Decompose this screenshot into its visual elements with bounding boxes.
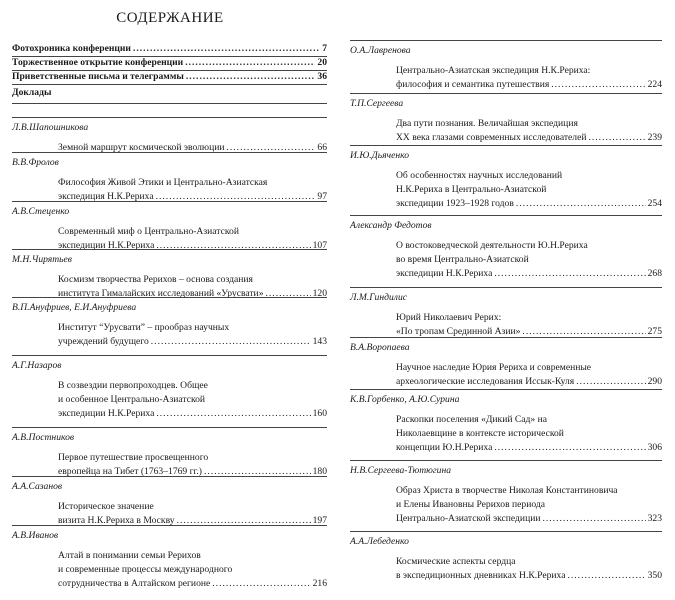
leader-dots (156, 408, 310, 420)
entry-author: В.В.Фролов (12, 157, 59, 168)
separator-line (12, 525, 327, 526)
entry-title-line: экспедиции 1923–1928 годов (396, 198, 514, 209)
separator-line (12, 84, 327, 85)
entry-title-line: Раскопки поселения «Дикий Сад» на (396, 414, 548, 425)
page-number: 268 (647, 268, 662, 279)
entry-title-line: в экспедиционных дневниках Н.К.Рериха (396, 570, 566, 581)
entry-title-line: экспедиции Н.К.Рериха (396, 268, 493, 279)
toc-entry[interactable] (396, 268, 662, 280)
page-number: 97 (317, 191, 327, 202)
entry-title-line: учреждений будущего (58, 336, 149, 347)
separator-line (350, 337, 662, 338)
entry-author: А.А.Лебеденко (350, 536, 409, 547)
leader-dots (186, 71, 316, 83)
toc-front-entry[interactable] (12, 43, 327, 55)
toc-entry[interactable] (58, 240, 327, 252)
leader-dots (567, 570, 645, 582)
page-number: 160 (312, 408, 327, 419)
entry-author: А.В.Иванов (12, 530, 59, 541)
entry-title-line: европейца на Тибет (1763–1769 гг.) (58, 466, 202, 477)
entry-author: О.А.Лавренова (350, 45, 411, 56)
entry-title-line: визита Н.К.Рериха в Москву (58, 515, 175, 526)
separator-line (12, 427, 327, 428)
page-number: 254 (647, 198, 662, 209)
leader-dots (212, 578, 310, 590)
entry-author: К.В.Горбенко, А.Ю.Сурина (350, 394, 460, 405)
page-number: 224 (647, 79, 662, 90)
separator-line (350, 287, 662, 288)
toc-entry[interactable] (396, 376, 662, 388)
entry-author: В.А.Воропаева (350, 342, 410, 353)
entry-author: В.П.Ануфриев, Е.И.Ануфриева (12, 302, 137, 313)
entry-title-line: Центрально-Азиатской экспедиции (396, 513, 541, 524)
entry-author: А.В.Стеценко (12, 206, 70, 217)
entry-title-line: Об особенностях научных исследований (396, 170, 563, 181)
entry-title-line: О востоковедческой деятельности Ю.Н.Рериха (396, 240, 588, 251)
entry-author: Л.М.Гиндилис (350, 292, 408, 303)
leader-dots (151, 336, 311, 348)
toc-entry[interactable] (396, 570, 662, 582)
separator-line (350, 40, 662, 41)
leader-dots (588, 132, 645, 144)
entry-title-line: Земной маршрут космической эволюции (58, 142, 225, 153)
entry-title-line: археологические исследования Иссык-Куля (396, 376, 575, 387)
separator-line (350, 93, 662, 94)
entry-title-line: Философия Живой Этики и Центрально-Азиатская (58, 177, 268, 188)
separator-line (350, 215, 662, 216)
leader-dots (494, 442, 645, 454)
entry-author: А.Г.Назаров (12, 360, 62, 371)
entry-title-line: концепции Ю.Н.Рериха (396, 442, 493, 453)
entry-author: Т.П.Сергеева (350, 98, 404, 109)
page-number: 275 (647, 326, 662, 337)
entry-author: М.Н.Чирятьев (12, 254, 72, 265)
entry-title-line: Юрий Николаевич Рерих: (396, 312, 502, 323)
entry-title-line: Н.К.Рериха в Центрально-Азиатской (396, 184, 547, 195)
toc-front-entry[interactable] (12, 57, 327, 69)
toc-entry[interactable] (58, 408, 327, 420)
page-number: 216 (312, 578, 327, 589)
entry-title-line: философия и семантика путешествия (396, 79, 550, 90)
leader-dots (542, 513, 645, 525)
toc-entry[interactable] (58, 336, 327, 348)
page-number: 7 (322, 43, 327, 54)
leader-dots (133, 43, 320, 55)
toc-entry[interactable] (58, 288, 327, 300)
entry-title-line: Торжественное открытие конференции (12, 57, 184, 68)
entry-title-line: В созвездии первопроходцев. Общее (58, 380, 208, 391)
toc-entry[interactable] (396, 513, 662, 525)
page-number: 290 (647, 376, 662, 387)
separator-line (350, 389, 662, 390)
page-number: 350 (647, 570, 662, 581)
entry-title-line: экспедиции Н.К.Рериха (58, 240, 155, 251)
entry-author: Н.В.Сергеева-Тютюгина (350, 465, 451, 476)
entry-title-line: экспедиции Н.К.Рериха (58, 408, 155, 419)
toc-front-entry[interactable] (12, 71, 327, 83)
page-number: 120 (312, 288, 327, 299)
entry-title-line: Образ Христа в творчестве Николая Константиновича (396, 485, 618, 496)
entry-title-line: Институт “Урусвати” – прообраз научных (58, 322, 230, 333)
entry-title-line: и Елены Ивановны Рерихов периода (396, 499, 545, 510)
separator-line (350, 460, 662, 461)
entry-title-line: Историческое значение (58, 501, 154, 512)
leader-dots (516, 198, 646, 210)
separator-line (350, 145, 662, 146)
section-heading: Доклады (12, 87, 52, 98)
entry-title-line: Космизм творчества Рерихов – основа создания (58, 274, 253, 285)
toc-entry[interactable] (396, 442, 662, 454)
entry-author: И.Ю.Дьяченко (350, 150, 410, 161)
entry-title-line: и современные процессы международного (58, 564, 233, 575)
entry-title-line: Первое путешествие просвещенного (58, 452, 209, 463)
entry-author: А.В.Постников (12, 432, 75, 443)
separator-line (12, 152, 327, 153)
separator-line (12, 117, 327, 118)
page-number: 323 (647, 513, 662, 524)
entry-title-line: Центрально-Азиатская экспедиция Н.К.Рериха: (396, 65, 591, 76)
entry-title-line: Приветственные письма и телеграммы (12, 71, 184, 82)
leader-dots (156, 240, 310, 252)
entry-title-line: института Гималайских исследований «Урусвати» (58, 288, 264, 299)
page-number: 107 (312, 240, 327, 251)
entry-title-line: Фотохроника конференции (12, 43, 131, 54)
page-number: 66 (317, 142, 327, 153)
entry-author: Александр Федотов (350, 220, 432, 231)
toc-entry[interactable] (396, 198, 662, 210)
page-number: 180 (312, 466, 327, 477)
separator-line (350, 531, 662, 532)
page-number: 239 (647, 132, 662, 143)
page-number: 197 (312, 515, 327, 526)
leader-dots (185, 57, 315, 69)
toc-entry[interactable] (396, 79, 662, 91)
leader-dots (266, 288, 311, 300)
separator-line (12, 297, 327, 298)
page-number: 143 (312, 336, 327, 347)
separator-line (12, 476, 327, 477)
entry-title-line: экспедиция Н.К.Рериха (58, 191, 154, 202)
page-number: 306 (647, 442, 662, 453)
toc-entry[interactable] (58, 578, 327, 590)
entry-author: Л.В.Шапошникова (12, 122, 89, 133)
page-number: 20 (317, 57, 327, 68)
entry-title-line: и особенное Центрально-Азиатской (58, 394, 206, 405)
entry-title-line: Два пути познания. Величайшая экспедиция (396, 118, 578, 129)
leader-dots (576, 376, 645, 388)
entry-title-line: Научное наследие Юрия Рериха и современные (396, 362, 592, 373)
leader-dots (551, 79, 645, 91)
separator-line (12, 355, 327, 356)
toc-entry[interactable] (396, 132, 662, 144)
entry-title-line: Алтай в понимании семьи Рерихов (58, 550, 201, 561)
separator-line (12, 249, 327, 250)
page-title: СОДЕРЖАНИЕ (116, 10, 224, 26)
entry-title-line: Космические аспекты сердца (396, 556, 516, 567)
entry-title-line: сотрудничества в Алтайском регионе (58, 578, 211, 589)
separator-line (12, 201, 327, 202)
leader-dots (494, 268, 645, 280)
entry-author: А.А.Сазанов (12, 481, 63, 492)
entry-title-line: «По тропам Срединной Азии» (396, 326, 521, 337)
entry-title-line: XX века глазами современных исследователей (396, 132, 587, 143)
page-number: 36 (317, 71, 327, 82)
separator-line (12, 103, 327, 104)
entry-title-line: Николаевщине в контексте исторической (396, 428, 564, 439)
entry-title-line: во время Центрально-Азиатской (396, 254, 529, 265)
entry-title-line: Современный миф о Центрально-Азиатской (58, 226, 239, 237)
